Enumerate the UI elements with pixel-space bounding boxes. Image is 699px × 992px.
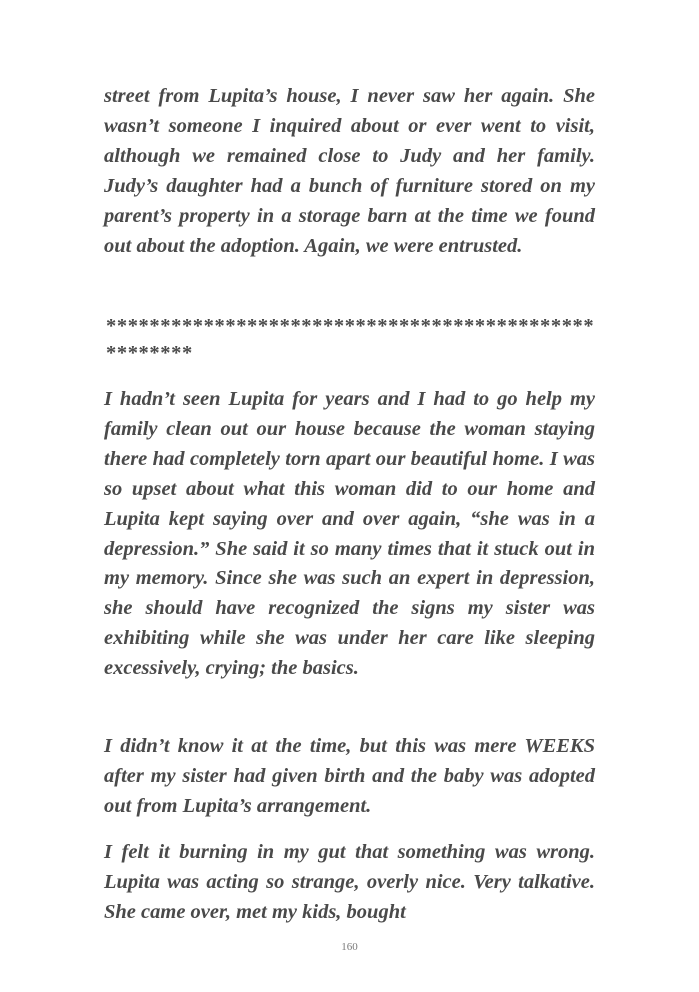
paragraph-3: I didn’t know it at the time, but this was mere WEEKS after my sister had given birth and the baby was adopted out from Lupita’s arrangement. — [104, 735, 595, 817]
paragraph-2: I hadn’t seen Lupita for years and I had to go help my family clean out our house because the woman staying there had completely torn apart our beautiful home. I was so upset about what this woman did to our home and Lupita kept saying over and over again, “she was in a depression.” She said it so many times that it stuck out in my memory. Since she was such an expert in depression, she should have recognized the signs my sister was exhibiting while she was under her care like sleeping excessively, crying; the basics. — [104, 388, 595, 680]
page-number: 160 — [341, 941, 358, 953]
section-separator: ***************************************************** — [106, 315, 595, 364]
paragraph-1: street from Lupita’s house, I never saw her again. She wasn’t someone I inquired about or ever went to visit, although we remained close to Judy and her family. Judy’s daughter had a bunch of furniture stored on my parent’s property in a storage barn at the time we found out about the adoption. Again, we were entrusted. — [104, 85, 595, 257]
paragraph-4: I felt it burning in my gut that something was wrong. Lupita was acting so strange, overly nice. Very talkative. She came over, met my kids, bought — [104, 841, 595, 923]
